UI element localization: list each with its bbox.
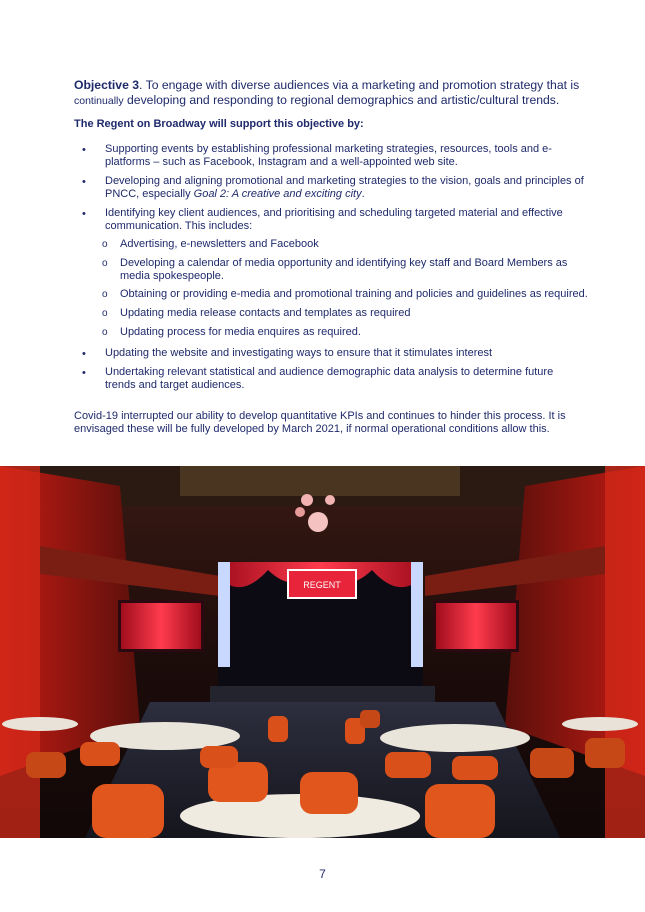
- stage-sign-text: REGENT: [303, 580, 341, 590]
- bullet-item-1: Supporting events by establishing professional marketing strategies, resources, tools and e-platforms – such as Facebook, Instagram and a well-appointed web site.: [105, 143, 552, 168]
- bullet-item-3: Identifying key client audiences, and prioritising and scheduling targeted material and effective communication. This includes:: [105, 207, 563, 232]
- bullet-dot: •: [82, 176, 86, 188]
- sub-bullet-4: Updating media release contacts and templates as required: [120, 307, 411, 319]
- sub-bullet-1: Advertising, e-newsletters and Facebook: [120, 238, 319, 250]
- venue-photo: [0, 466, 645, 838]
- bullet-item-5: Undertaking relevant statistical and audience demographic data analysis to determine future trends and target audiences.: [105, 366, 554, 391]
- objective-paragraph: Objective 3. To engage with diverse audiences via a marketing and promotion strategy that is continually developing and responding to regional demographics and artistic/cultural trends.: [74, 78, 580, 107]
- sub-bullet-5: Updating process for media enquires as required.: [120, 326, 361, 338]
- sub-bullet-3: Obtaining or providing e-media and promotional training and policies and guidelines as required.: [120, 288, 588, 300]
- covid-paragraph: Covid-19 interrupted our ability to develop quantitative KPIs and continues to hinder this process. It is envisaged these will be fully developed by March 2021, if normal operational conditions allow this.: [74, 410, 566, 435]
- bullet-dot: •: [82, 367, 86, 379]
- sub-bullet-marker: o: [102, 308, 108, 319]
- bullet-dot: •: [82, 208, 86, 220]
- bullet-dot: •: [82, 348, 86, 360]
- support-heading: The Regent on Broadway will support this objective by:: [74, 118, 364, 130]
- bullet-item-2: Developing and aligning promotional and marketing strategies to the vision, goals and principles of PNCC, especially Goal 2: A creative and exciting city.: [105, 175, 584, 200]
- page-number: 7: [319, 867, 326, 881]
- sub-bullet-2: Developing a calendar of media opportunity and identifying key staff and Board Members as media spokespeople.: [120, 257, 568, 282]
- sub-bullet-marker: o: [102, 289, 108, 300]
- sub-bullet-marker: o: [102, 327, 108, 338]
- bullet-dot: •: [82, 144, 86, 156]
- bullet-item-4: Updating the website and investigating ways to ensure that it stimulates interest: [105, 347, 493, 359]
- objective-label: Objective 3: [74, 78, 140, 92]
- sub-bullet-marker: o: [102, 258, 108, 269]
- sub-bullet-marker: o: [102, 239, 108, 250]
